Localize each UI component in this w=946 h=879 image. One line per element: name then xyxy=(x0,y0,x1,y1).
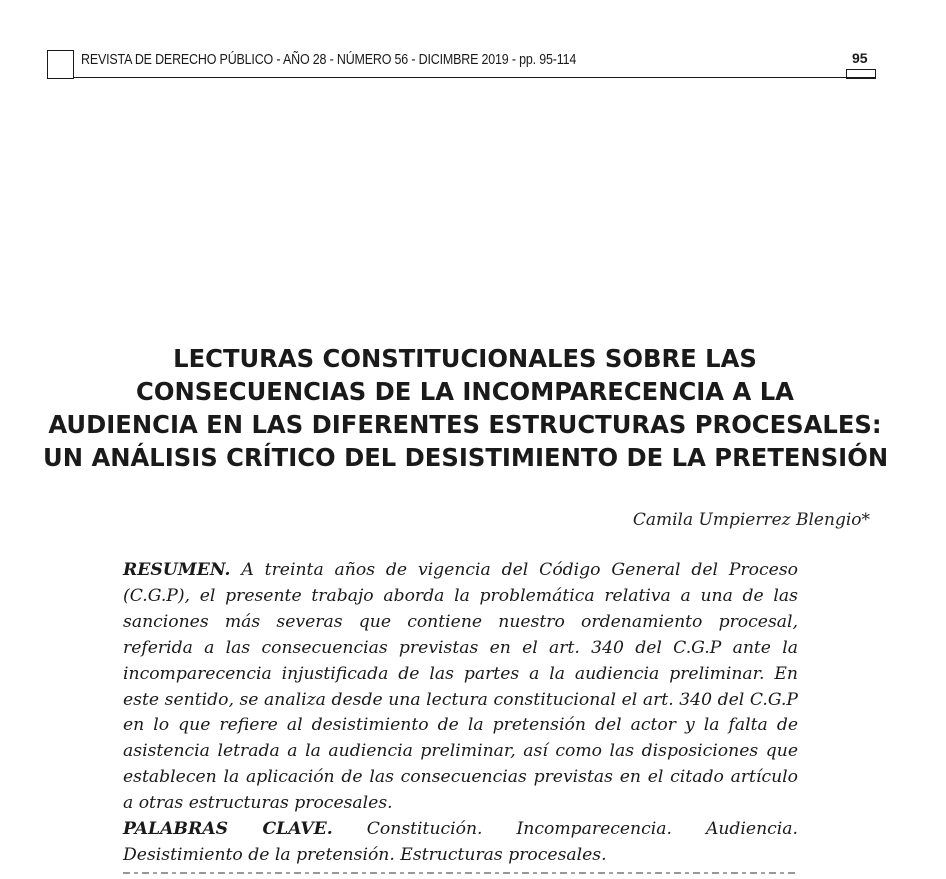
abstract xyxy=(123,558,798,817)
page-number: 95 xyxy=(852,50,868,66)
keywords xyxy=(123,817,798,869)
running-header: REVISTA DE DERECHO PÚBLICO - AÑO 28 - NÚMERO 56 - DICIMBRE 2019 - pp. 95-114 xyxy=(81,52,577,68)
title-line: AUDIENCIA EN LAS DIFERENTES ESTRUCTURAS PROCESALES: xyxy=(48,410,882,439)
title-line: UN ANÁLISIS CRÍTICO DEL DESISTIMIENTO DE LA PRETENSIÓN xyxy=(43,443,889,472)
author-name: Camila Umpierrez Blengio* xyxy=(632,510,870,530)
abstract-text: A treinta años de vigencia del Código General del Proceso (C.G.P), el presente trabajo aborda la problemática relativa a una de las sanciones más severas que contiene nuestro ordenamiento procesal, referida a las consecuencias previstas en el art. 340 del C.G.P ante la incomparecencia injustificada de las partes a la audiencia preliminar. En este sentido, se analiza desde una lectura constitucional el art. 340 del C.G.P en lo que refiere al desistimiento de la pretensión del actor y la falta de asistencia letrada a la audiencia preliminar, así como las disposiciones que establecen la aplicación de las consecuencias previstas en el citado artículo a otras estructuras procesales. xyxy=(123,560,798,814)
abstract-label: RESUMEN. xyxy=(123,560,231,580)
title-line: CONSECUENCIAS DE LA INCOMPARECENCIA A LA xyxy=(136,377,794,406)
keywords-label: PALABRAS CLAVE. xyxy=(123,819,333,839)
page-number-box xyxy=(846,69,876,79)
header-corner-box xyxy=(47,50,74,79)
title-line: LECTURAS CONSTITUCIONALES SOBRE LAS xyxy=(173,344,757,373)
keywords-text: Constitución. Incomparecencia. Audiencia. Desistimiento de la pretensión. Estructuras procesales. xyxy=(123,819,798,865)
cut-off-text-line xyxy=(123,872,798,879)
article-title xyxy=(43,342,887,474)
header-rule xyxy=(74,77,876,78)
